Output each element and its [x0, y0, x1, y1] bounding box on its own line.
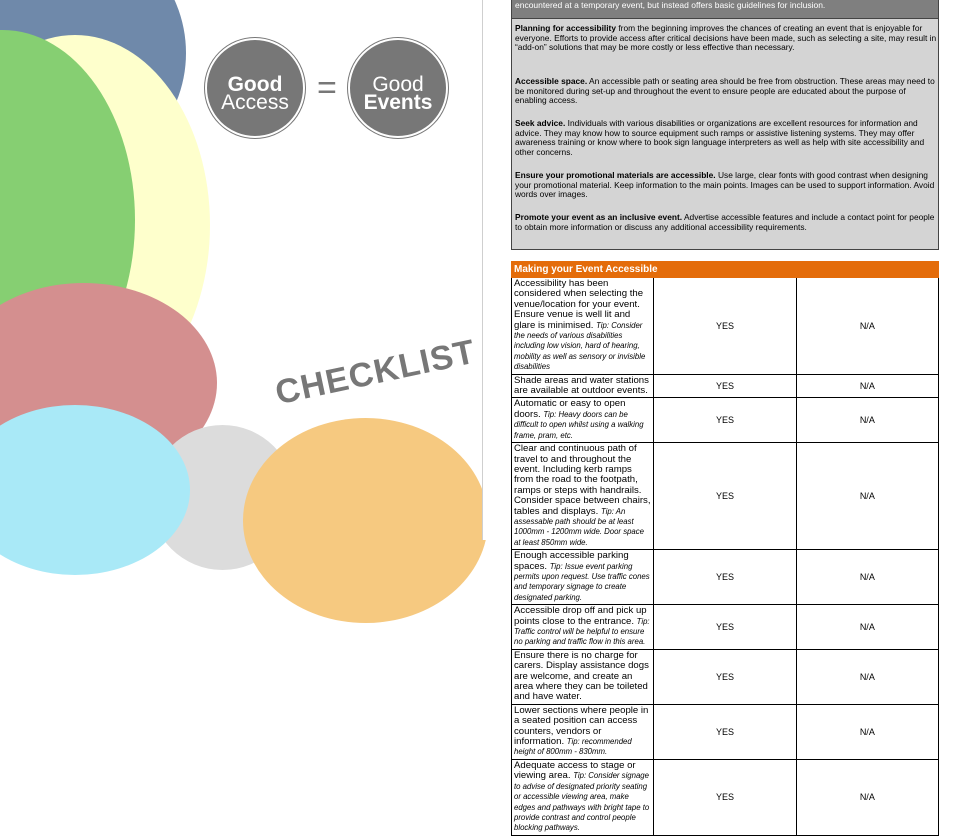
item-tip: Tip: Issue event parking permits upon request. Use traffic cones and temporary signage to create designated parking.	[514, 561, 650, 602]
na-option[interactable]: N/A	[796, 605, 938, 650]
paragraph-body: from the beginning improves the chances of creating an event that is enjoyable for everyone. Efforts to provide access after critical decisions have been made, such as selecting a site, may result in “add-on” solutions that may be more costly or less effective than necessary.	[515, 23, 937, 53]
item-text: Accessible drop off and pick up points close to the entrance.	[514, 605, 647, 627]
item-tip: Tip: Heavy doors can be difficult to open whilst using a walking frame, pram, etc.	[514, 409, 644, 440]
good-access-logo	[205, 38, 465, 138]
table-header-row	[512, 262, 939, 278]
paragraph-heading: Accessible space.	[515, 76, 588, 86]
item-tip: Tip: An assessable path should be at least 1000mm - 1200mm wide. Door space at least 850mm wide.	[514, 506, 645, 547]
na-option[interactable]: N/A	[796, 374, 938, 398]
checklist-item	[512, 374, 654, 398]
logo-left-line1: Good	[227, 73, 283, 96]
logo-good-access-circle	[205, 38, 305, 138]
paragraph-body: Use large, clear fonts with good contrast when designing your promotional material. Keep information to the main points. Images can be used to support information. Avoid words over images.	[515, 170, 935, 200]
na-option[interactable]: N/A	[796, 649, 938, 704]
item-tip: Tip: Traffic control will be helpful to ensure no parking and traffic flow in this area.	[514, 616, 650, 647]
yes-option[interactable]: YES	[654, 605, 796, 650]
paragraph-body: Individuals with various disabilities or organizations are excellent resources for information and advice. They may know how to source equipment such ramps or assistive listening systems. They may offer awareness training or know where to book sign language interpreters as well as help with site accessibility and other concerns.	[515, 118, 925, 157]
intro-paragraph	[515, 213, 937, 232]
yes-option[interactable]: YES	[654, 649, 796, 704]
item-tip: Tip: Consider signage to advise of designated priority seating or accessible viewing area, make edges and pathways with bright tape to provide contrast and control people blocking pathways.	[514, 771, 650, 833]
logo-right-line1: Good	[372, 73, 424, 96]
item-tip: Tip: recommended height of 800mm - 830mm.	[514, 737, 632, 757]
intro-box	[511, 0, 939, 250]
table-row	[512, 398, 939, 443]
yes-option[interactable]: YES	[654, 550, 796, 605]
yes-option[interactable]: YES	[654, 704, 796, 759]
checklist-item	[512, 278, 654, 375]
table-row	[512, 550, 939, 605]
table-row	[512, 605, 939, 650]
checklist-table	[511, 261, 939, 836]
paragraph-heading: Promote your event as an inclusive event.	[515, 212, 683, 222]
table-row	[512, 278, 939, 375]
checklist-title: CHECKLIST	[272, 332, 480, 413]
item-text: Shade areas and water stations are available at outdoor events.	[514, 374, 649, 397]
checklist-item	[512, 550, 654, 605]
table-row	[512, 704, 939, 759]
cover-page	[0, 0, 480, 540]
checklist-item	[512, 649, 654, 704]
logo-right-line2: Events	[363, 91, 433, 114]
logo-equals-sign: =	[317, 69, 337, 107]
intro-paragraph	[515, 119, 937, 157]
paragraph-heading: Ensure your promotional materials are accessible.	[515, 170, 716, 180]
item-text: Enough accessible parking spaces.	[514, 550, 629, 572]
paragraph-body: Advertise accessible features and include a contact point for people to obtain more information or discuss any additional accessibility requirements.	[515, 212, 935, 232]
item-text: Accessibility has been considered when selecting the venue/location for your event. Ensure venue is well lit and glare is minimised.	[514, 278, 644, 331]
na-option[interactable]: N/A	[796, 759, 938, 835]
checklist-item	[512, 605, 654, 650]
yes-option[interactable]: YES	[654, 398, 796, 443]
item-text: Clear and continuous path of travel to and throughout the event. Including kerb ramps from the road to the footpath, ramps or steps with handrails. Consider space between chairs, tables and displays.	[514, 443, 651, 517]
checklist-item	[512, 398, 654, 443]
paragraph-body: An accessible path or seating area should be free from obstruction. These areas may need to be monitored during set-up and throughout the event to ensure people are educated about the purpose of enabling access.	[515, 76, 935, 106]
intro-strip: encountered at a temporary event, but instead offers basic guidelines for inclusion.	[512, 0, 938, 19]
table-row	[512, 649, 939, 704]
intro-paragraph	[515, 24, 937, 53]
table-row	[512, 443, 939, 550]
yes-option[interactable]: YES	[654, 443, 796, 550]
yes-option[interactable]: YES	[654, 278, 796, 375]
yes-option[interactable]: YES	[654, 374, 796, 398]
item-text: Automatic or easy to open doors.	[514, 398, 626, 420]
decorative-circle-orange	[243, 418, 488, 623]
item-text: Adequate access to stage or viewing area.	[514, 759, 636, 782]
yes-option[interactable]: YES	[654, 759, 796, 835]
item-tip: Tip: Consider the needs of various disabilities including low vision, hard of hearing, mobility as well as sensory or invisible disabilities	[514, 320, 646, 372]
na-option[interactable]: N/A	[796, 550, 938, 605]
checklist-item	[512, 704, 654, 759]
item-text: Lower sections where people in a seated position can access counters, vendors or information.	[514, 704, 649, 748]
table-row	[512, 374, 939, 398]
checklist-item	[512, 759, 654, 835]
na-option[interactable]: N/A	[796, 704, 938, 759]
table-row	[512, 759, 939, 835]
intro-paragraph	[515, 77, 937, 106]
intro-paragraph	[515, 171, 937, 200]
na-option[interactable]: N/A	[796, 278, 938, 375]
table-header: Making your Event Accessible	[512, 262, 939, 278]
content-page	[482, 0, 960, 833]
na-option[interactable]: N/A	[796, 443, 938, 550]
na-option[interactable]: N/A	[796, 398, 938, 443]
paragraph-heading: Planning for accessibility	[515, 23, 616, 33]
checklist-item	[512, 443, 654, 550]
logo-left-line2: Access	[221, 91, 289, 114]
paragraph-heading: Seek advice.	[515, 118, 566, 128]
logo-good-events-circle	[348, 38, 448, 138]
item-text: Ensure there is no charge for carers. Display assistance dogs are welcome, and create an area where they can be toileted and have water.	[514, 649, 649, 703]
